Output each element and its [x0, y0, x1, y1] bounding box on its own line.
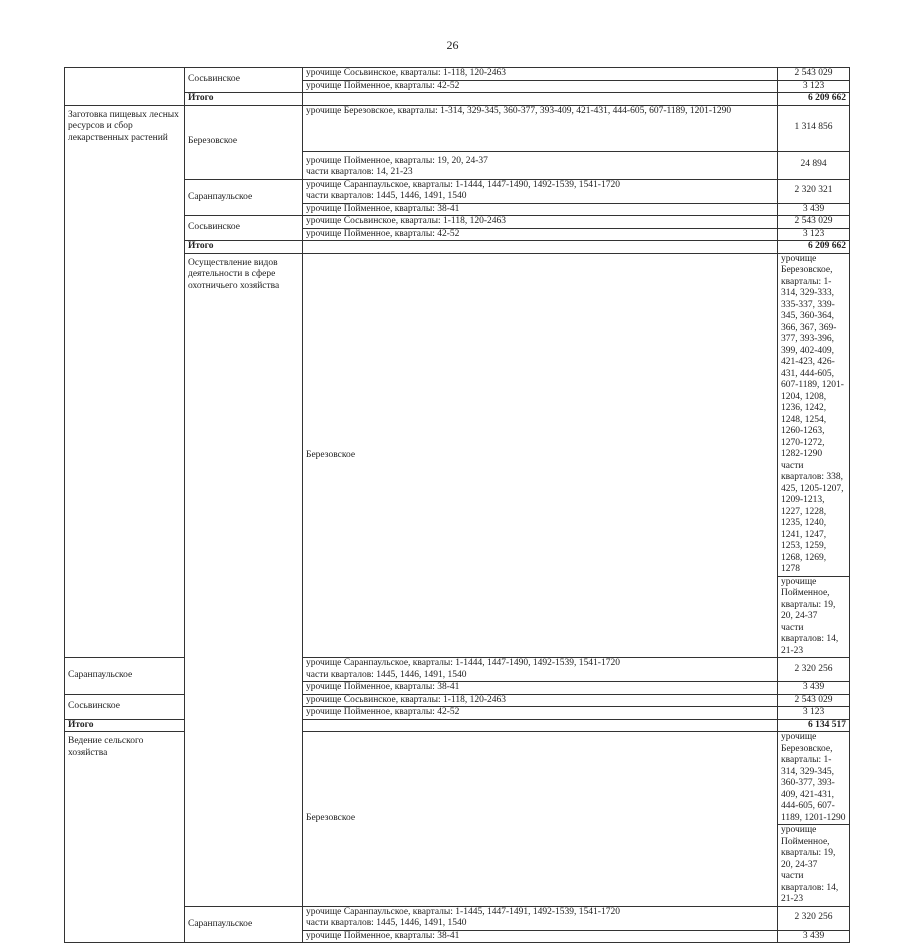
- tract-description: урочище Пойменное, кварталы: 38-41: [303, 682, 778, 695]
- page-number: 26: [446, 38, 459, 52]
- forestry-name: Березовское: [303, 732, 778, 907]
- area-value: 2 543 029: [778, 216, 850, 229]
- forestry-name: Саранпаульское: [65, 658, 185, 695]
- tract-description: [778, 576, 850, 658]
- activity-type-cell: Ведение сельского хозяйства: [65, 732, 185, 943]
- area-value: 1 314 856: [778, 105, 850, 151]
- group-cell-continued: [65, 68, 185, 106]
- area-value: 2 320 256: [778, 658, 850, 682]
- tract-description: [778, 825, 850, 907]
- empty-cell: [303, 719, 778, 732]
- activity-type-cell: Заготовка пищевых лесных ресурсов и сбор лекарственных растений: [65, 105, 185, 658]
- area-value: 3 439: [778, 682, 850, 695]
- tract-description: урочище Березовское, кварталы: 1-314, 329-345, 360-377, 393-409, 421-431, 444-605, 607-1189, 1201-1290: [778, 732, 850, 825]
- area-value: 2 320 321: [778, 179, 850, 203]
- forestry-name: Березовское: [185, 105, 303, 179]
- tract-description: урочище Пойменное, кварталы: 42-52: [303, 707, 778, 720]
- tract-line: урочище Пойменное, кварталы: 19, 20, 24-37: [781, 825, 836, 870]
- tract-description: [303, 906, 778, 930]
- forestry-name: Саранпаульское: [185, 906, 303, 943]
- tract-line: урочище Пойменное, кварталы: 19, 20, 24-37: [781, 576, 836, 621]
- tract-line: урочище Березовское, кварталы: 1-314, 329-333, 335-337, 339-345, 360-364, 366, 367, 369-377, 393-396, 399, 402-409, 421-423, 426-431, 444-605, 607-1189, 1201-1204, 1208, 1236, 1242, 1248, 1254, 1260-1263, 1270-1272, 1282-1290: [781, 253, 844, 459]
- tract-description: урочище Пойменное, кварталы: 38-41: [303, 203, 778, 216]
- total-label: Итого: [185, 93, 303, 106]
- forestry-name: Саранпаульское: [185, 179, 303, 216]
- tract-description: урочище Пойменное, кварталы: 42-52: [303, 228, 778, 241]
- total-label: Итого: [65, 719, 185, 732]
- tract-description: урочище Сосьвинское, кварталы: 1-118, 120-2463: [303, 216, 778, 229]
- total-row: [65, 719, 850, 732]
- table-row: [65, 658, 850, 682]
- area-value: 3 123: [778, 707, 850, 720]
- tract-description: [303, 658, 778, 682]
- tract-description: урочище Пойменное, кварталы: 42-52: [303, 80, 778, 93]
- area-value: 2 543 029: [778, 694, 850, 707]
- empty-cell: [303, 93, 778, 106]
- tract-line: урочище Саранпаульское, кварталы: 1-1444, 1447-1490, 1492-1539, 1541-1720: [306, 179, 620, 190]
- tract-line: урочище Саранпаульское, кварталы: 1-1445, 1447-1491, 1492-1539, 1541-1720: [306, 906, 620, 917]
- tract-line: урочище Саранпаульское, кварталы: 1-1444, 1447-1490, 1492-1539, 1541-1720: [306, 658, 620, 668]
- total-value: 6 209 662: [778, 93, 850, 106]
- table-row: [65, 732, 850, 825]
- table-row: [65, 105, 850, 151]
- tract-line: части кварталов: 1445, 1446, 1491, 1540: [306, 191, 467, 201]
- tract-description: [303, 179, 778, 203]
- tract-line: части кварталов: 1445, 1446, 1491, 1540: [306, 918, 467, 928]
- forestry-name: Березовское: [303, 253, 778, 658]
- tract-line: части кварталов: 1445, 1446, 1491, 1540: [306, 669, 467, 680]
- area-value: 2 543 029: [778, 68, 850, 81]
- total-value: 6 134 517: [778, 719, 850, 732]
- tract-description: [303, 151, 778, 179]
- tract-description: урочище Березовское, кварталы: 1-314, 329-345, 360-377, 393-409, 421-431, 444-605, 607-1189, 1201-1290: [303, 105, 778, 151]
- tract-line: части кварталов: 14, 21-23: [306, 167, 413, 177]
- table-row: [65, 694, 850, 707]
- area-value: 3 123: [778, 80, 850, 93]
- forestry-name: Сосьвинское: [185, 216, 303, 241]
- area-value: 24 894: [778, 151, 850, 179]
- tract-line: части кварталов: 14, 21-23: [781, 871, 839, 904]
- tract-description: [778, 253, 850, 576]
- area-value: 3 439: [778, 930, 850, 943]
- tract-description: урочище Пойменное, кварталы: 38-41: [303, 930, 778, 943]
- tract-description: урочище Сосьвинское, кварталы: 1-118, 120-2463: [303, 694, 778, 707]
- tract-line: части кварталов: 338, 425, 1205-1207, 1209-1213, 1227, 1228, 1235, 1240, 1241, 1247, 1253, 1259, 1268, 1269, 1278: [781, 460, 844, 574]
- tract-description: урочище Сосьвинское, кварталы: 1-118, 120-2463: [303, 68, 778, 81]
- tract-line: урочище Пойменное, кварталы: 19, 20, 24-37: [306, 155, 488, 166]
- forest-usage-table: [64, 67, 850, 943]
- area-value: 3 439: [778, 203, 850, 216]
- forestry-name: Сосьвинское: [185, 68, 303, 93]
- area-value: 3 123: [778, 228, 850, 241]
- total-value: 6 209 662: [778, 241, 850, 254]
- forestry-name: Сосьвинское: [65, 694, 185, 719]
- empty-cell: [303, 241, 778, 254]
- activity-type-cell: Осуществление видов деятельности в сфере охотничьего хозяйства: [185, 253, 303, 906]
- tract-line: части кварталов: 14, 21-23: [781, 622, 839, 656]
- table-row: [65, 68, 850, 81]
- area-value: 2 320 256: [778, 906, 850, 930]
- total-label: Итого: [185, 241, 303, 254]
